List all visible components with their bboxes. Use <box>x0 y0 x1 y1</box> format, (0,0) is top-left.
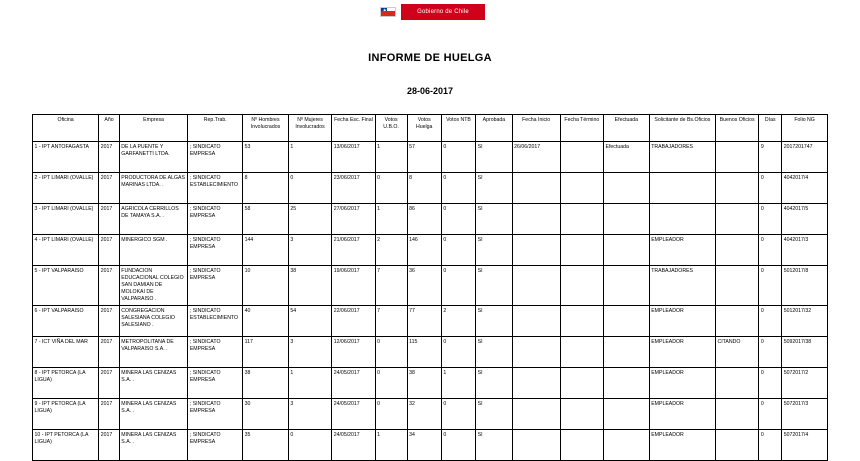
cell-fecha-inicio <box>512 173 560 204</box>
cell-efectuada <box>604 235 650 266</box>
cell-dias: 0 <box>759 306 782 337</box>
cell-votos-ntb: 2 <box>441 306 475 337</box>
table-row <box>33 337 828 368</box>
col-header-anio: Año <box>99 115 120 142</box>
cell-folio-ng: 5012017/32 <box>782 306 828 337</box>
cell-fecha-termino <box>560 430 603 461</box>
cell-solicitante: EMPLEADOR <box>649 235 715 266</box>
cell-n-hombres: 144 <box>243 235 289 266</box>
cell-n-mujeres: 1 <box>288 368 331 399</box>
cell-efectuada <box>604 430 650 461</box>
cell-buenos-oficios <box>715 142 758 173</box>
cell-folio-ng: 5092017/38 <box>782 337 828 368</box>
chile-flag-icon <box>380 7 396 17</box>
cell-folio-ng: 5012017/8 <box>782 266 828 306</box>
table-row <box>33 173 828 204</box>
cell-oficina: 6 - IPT VALPARAISO <box>33 306 99 337</box>
cell-fecha-esc-final: 23/06/2017 <box>332 173 375 204</box>
cell-anio: 2017 <box>99 173 120 204</box>
cell-oficina: 5 - IPT VALPARAISO <box>33 266 99 306</box>
table-row <box>33 430 828 461</box>
cell-buenos-oficios <box>715 235 758 266</box>
table-row <box>33 266 828 306</box>
cell-aprobada: SI <box>476 235 513 266</box>
cell-fecha-esc-final: 27/06/2017 <box>332 204 375 235</box>
cell-oficina: 7 - ICT VIÑA DEL MAR <box>33 337 99 368</box>
cell-efectuada: Efectuada <box>604 142 650 173</box>
cell-fecha-esc-final: 13/06/2017 <box>332 142 375 173</box>
cell-aprobada: SI <box>476 399 513 430</box>
cell-fecha-termino <box>560 173 603 204</box>
col-header-votos-ubo: Votos U.B.O. <box>375 115 407 142</box>
report-table-wrapper <box>32 114 828 461</box>
cell-solicitante: TRABAJADORES <box>649 266 715 306</box>
cell-oficina: 10 - IPT PETORCA (LA LIGUA) <box>33 430 99 461</box>
cell-oficina: 4 - IPT LIMARI (OVALLE) <box>33 235 99 266</box>
col-header-fecha-termino: Fecha Término <box>560 115 603 142</box>
cell-fecha-termino <box>560 235 603 266</box>
col-header-n-hombres: Nº Hombres Involucrados <box>243 115 289 142</box>
cell-n-hombres: 58 <box>243 204 289 235</box>
cell-efectuada <box>604 266 650 306</box>
cell-solicitante <box>649 204 715 235</box>
col-header-votos-huelga: Votos Huelga <box>407 115 441 142</box>
cell-oficina: 8 - IPT PETORCA (LA LIGUA) <box>33 368 99 399</box>
page-title: INFORME DE HUELGA <box>368 52 492 64</box>
cell-empresa: AGRICOLA CERRILLOS DE TAMAYA S.A. . <box>119 204 188 235</box>
col-header-empresa: Empresa <box>119 115 188 142</box>
cell-n-mujeres: 3 <box>288 235 331 266</box>
cell-fecha-termino <box>560 306 603 337</box>
cell-votos-ubo: 0 <box>375 399 407 430</box>
cell-votos-huelga: 38 <box>407 368 441 399</box>
cell-rep-trab: ; SINDICATO EMPRESA <box>188 337 243 368</box>
cell-empresa: MINERA LAS CENIZAS S.A. . <box>119 399 188 430</box>
cell-votos-huelga: 146 <box>407 235 441 266</box>
cell-oficina: 1 - IPT ANTOFAGASTA <box>33 142 99 173</box>
cell-dias: 0 <box>759 368 782 399</box>
report-date: 28-06-2017 <box>406 86 454 96</box>
table-row <box>33 399 828 430</box>
cell-efectuada <box>604 306 650 337</box>
cell-aprobada: SI <box>476 430 513 461</box>
cell-votos-ubo: 7 <box>375 266 407 306</box>
table-row <box>33 306 828 337</box>
cell-efectuada <box>604 204 650 235</box>
col-header-dias: Días <box>759 115 782 142</box>
cell-fecha-termino <box>560 337 603 368</box>
cell-dias: 0 <box>759 399 782 430</box>
cell-oficina: 9 - IPT PETORCA (LA LIGUA) <box>33 399 99 430</box>
cell-votos-ntb: 0 <box>441 142 475 173</box>
cell-votos-ubo: 1 <box>375 204 407 235</box>
table-row <box>33 235 828 266</box>
logo-text: Gobierno de Chile <box>401 4 485 20</box>
cell-solicitante: TRABAJADORES <box>649 142 715 173</box>
cell-rep-trab: ; SINDICATO EMPRESA <box>188 266 243 306</box>
cell-anio: 2017 <box>99 430 120 461</box>
table-header-row <box>33 115 828 142</box>
cell-votos-huelga: 77 <box>407 306 441 337</box>
table-row <box>33 142 828 173</box>
cell-votos-ntb: 0 <box>441 337 475 368</box>
cell-empresa: MINERGICO SGM . <box>119 235 188 266</box>
col-header-n-mujeres: Nº Mujeres Involucrados <box>288 115 331 142</box>
cell-votos-ubo: 0 <box>375 337 407 368</box>
cell-buenos-oficios <box>715 306 758 337</box>
cell-votos-huelga: 36 <box>407 266 441 306</box>
cell-fecha-termino <box>560 266 603 306</box>
cell-buenos-oficios <box>715 204 758 235</box>
gobierno-de-chile-logo <box>375 4 485 20</box>
cell-rep-trab: ; SINDICATO EMPRESA <box>188 142 243 173</box>
col-header-aprobada: Aprobada <box>476 115 513 142</box>
cell-fecha-termino <box>560 399 603 430</box>
cell-rep-trab: ; SINDICATO ESTABLECIMIENTO <box>188 173 243 204</box>
cell-buenos-oficios <box>715 430 758 461</box>
cell-anio: 2017 <box>99 368 120 399</box>
cell-rep-trab: ; SINDICATO ESTABLECIMIENTO <box>188 306 243 337</box>
cell-aprobada: SI <box>476 368 513 399</box>
cell-votos-ntb: 0 <box>441 235 475 266</box>
cell-buenos-oficios: CITANDO <box>715 337 758 368</box>
cell-aprobada: SI <box>476 173 513 204</box>
cell-n-hombres: 40 <box>243 306 289 337</box>
logo-bar <box>0 0 860 20</box>
logo-flag-area <box>375 4 401 20</box>
cell-solicitante: EMPLEADOR <box>649 430 715 461</box>
cell-anio: 2017 <box>99 306 120 337</box>
cell-votos-ntb: 0 <box>441 173 475 204</box>
cell-votos-huelga: 86 <box>407 204 441 235</box>
cell-n-hombres: 35 <box>243 430 289 461</box>
col-header-fecha-esc-final: Fecha Esc. Final <box>332 115 375 142</box>
cell-n-mujeres: 0 <box>288 430 331 461</box>
cell-fecha-esc-final: 22/06/2017 <box>332 306 375 337</box>
cell-anio: 2017 <box>99 337 120 368</box>
cell-oficina: 2 - IPT LIMARI (OVALLE) <box>33 173 99 204</box>
table-row <box>33 368 828 399</box>
cell-folio-ng: 5072017/3 <box>782 399 828 430</box>
huelga-table <box>32 114 828 461</box>
cell-n-hombres: 38 <box>243 368 289 399</box>
cell-votos-huelga: 115 <box>407 337 441 368</box>
cell-rep-trab: ; SINDICATO EMPRESA <box>188 235 243 266</box>
cell-efectuada <box>604 368 650 399</box>
cell-buenos-oficios <box>715 173 758 204</box>
cell-fecha-esc-final: 24/05/2017 <box>332 368 375 399</box>
cell-n-hombres: 117 <box>243 337 289 368</box>
cell-efectuada <box>604 399 650 430</box>
cell-empresa: MINERA LAS CENIZAS S.A. . <box>119 430 188 461</box>
cell-folio-ng: 5072017/2 <box>782 368 828 399</box>
cell-folio-ng: 4042017/3 <box>782 235 828 266</box>
cell-solicitante: EMPLEADOR <box>649 368 715 399</box>
cell-votos-ubo: 0 <box>375 368 407 399</box>
cell-fecha-termino <box>560 204 603 235</box>
cell-fecha-inicio <box>512 430 560 461</box>
cell-votos-ntb: 1 <box>441 368 475 399</box>
col-header-solicitante: Solicitante de Bs.Oficios <box>649 115 715 142</box>
cell-folio-ng: 5072017/4 <box>782 430 828 461</box>
cell-votos-ntb: 0 <box>441 204 475 235</box>
cell-n-mujeres: 1 <box>288 142 331 173</box>
cell-n-mujeres: 3 <box>288 337 331 368</box>
cell-empresa: FUNDACION EDUCACIONAL COLEGIO SAN DAMIAN DE MOLOKAI DE VALPARAISO . <box>119 266 188 306</box>
cell-votos-ubo: 1 <box>375 142 407 173</box>
cell-aprobada: SI <box>476 337 513 368</box>
cell-rep-trab: ; SINDICATO EMPRESA <box>188 204 243 235</box>
cell-votos-ubo: 2 <box>375 235 407 266</box>
table-body <box>33 142 828 461</box>
cell-efectuada <box>604 337 650 368</box>
cell-n-hombres: 53 <box>243 142 289 173</box>
cell-votos-huelga: 32 <box>407 399 441 430</box>
col-header-folio-ng: Folio NG <box>782 115 828 142</box>
cell-empresa: MINERA LAS CENIZAS S.A. . <box>119 368 188 399</box>
cell-anio: 2017 <box>99 399 120 430</box>
cell-empresa: METROPOLITANA DE VALPARAISO S.A. . <box>119 337 188 368</box>
cell-dias: 0 <box>759 204 782 235</box>
cell-fecha-esc-final: 24/05/2017 <box>332 430 375 461</box>
cell-rep-trab: ; SINDICATO EMPRESA <box>188 399 243 430</box>
cell-solicitante <box>649 173 715 204</box>
flag-red-stripe <box>381 11 395 16</box>
cell-votos-ntb: 0 <box>441 430 475 461</box>
cell-votos-huelga: 8 <box>407 173 441 204</box>
cell-buenos-oficios <box>715 399 758 430</box>
cell-buenos-oficios <box>715 368 758 399</box>
cell-fecha-inicio <box>512 266 560 306</box>
cell-fecha-inicio <box>512 235 560 266</box>
cell-fecha-termino <box>560 368 603 399</box>
cell-solicitante: EMPLEADOR <box>649 337 715 368</box>
cell-aprobada: SI <box>476 142 513 173</box>
cell-fecha-inicio <box>512 368 560 399</box>
cell-votos-huelga: 57 <box>407 142 441 173</box>
cell-n-hombres: 8 <box>243 173 289 204</box>
cell-fecha-esc-final: 24/05/2017 <box>332 399 375 430</box>
cell-anio: 2017 <box>99 204 120 235</box>
cell-empresa: PRODUCTORA DE ALGAS MARINAS LTDA. . <box>119 173 188 204</box>
cell-aprobada: SI <box>476 266 513 306</box>
cell-n-mujeres: 25 <box>288 204 331 235</box>
cell-dias: 0 <box>759 430 782 461</box>
cell-fecha-esc-final: 19/06/2017 <box>332 266 375 306</box>
cell-votos-ntb: 0 <box>441 266 475 306</box>
cell-rep-trab: ; SINDICATO EMPRESA <box>188 430 243 461</box>
cell-empresa: DE LA PUENTE Y GARFANETTI LTDA. <box>119 142 188 173</box>
cell-fecha-esc-final: 12/06/2017 <box>332 337 375 368</box>
cell-fecha-inicio <box>512 337 560 368</box>
col-header-buenos-oficios: Buenos Oficios <box>715 115 758 142</box>
cell-fecha-inicio <box>512 306 560 337</box>
cell-folio-ng: 4042017/4 <box>782 173 828 204</box>
cell-aprobada: SI <box>476 204 513 235</box>
cell-aprobada: SI <box>476 306 513 337</box>
cell-dias: 0 <box>759 266 782 306</box>
cell-anio: 2017 <box>99 235 120 266</box>
cell-fecha-esc-final: 21/06/2017 <box>332 235 375 266</box>
cell-votos-ntb: 0 <box>441 399 475 430</box>
cell-buenos-oficios <box>715 266 758 306</box>
col-header-efectuada: Efectuada <box>604 115 650 142</box>
cell-dias: 0 <box>759 173 782 204</box>
cell-solicitante: EMPLEADOR <box>649 306 715 337</box>
cell-fecha-inicio <box>512 399 560 430</box>
cell-n-mujeres: 3 <box>288 399 331 430</box>
cell-anio: 2017 <box>99 266 120 306</box>
cell-folio-ng: 4042017/5 <box>782 204 828 235</box>
cell-fecha-inicio: 26/06/2017 <box>512 142 560 173</box>
cell-dias: 0 <box>759 235 782 266</box>
cell-rep-trab: ; SINDICATO EMPRESA <box>188 368 243 399</box>
cell-folio-ng: 2017201747 <box>782 142 828 173</box>
cell-fecha-termino <box>560 142 603 173</box>
cell-fecha-inicio <box>512 204 560 235</box>
cell-solicitante: EMPLEADOR <box>649 399 715 430</box>
table-row <box>33 204 828 235</box>
col-header-rep-trab: Rep.Trab. <box>188 115 243 142</box>
cell-votos-huelga: 34 <box>407 430 441 461</box>
cell-n-hombres: 10 <box>243 266 289 306</box>
cell-efectuada <box>604 173 650 204</box>
cell-votos-ubo: 7 <box>375 306 407 337</box>
col-header-fecha-inicio: Fecha Inicio <box>512 115 560 142</box>
cell-dias: 9 <box>759 142 782 173</box>
cell-n-mujeres: 38 <box>288 266 331 306</box>
cell-anio: 2017 <box>99 142 120 173</box>
cell-dias: 0 <box>759 337 782 368</box>
cell-empresa: CONGREGACION SALESIANA COLEGIO SALESIANO . <box>119 306 188 337</box>
cell-n-hombres: 30 <box>243 399 289 430</box>
cell-n-mujeres: 54 <box>288 306 331 337</box>
cell-votos-ubo: 1 <box>375 430 407 461</box>
cell-oficina: 3 - IPT LIMARI (OVALLE) <box>33 204 99 235</box>
col-header-votos-ntb: Votos NTB <box>441 115 475 142</box>
cell-votos-ubo: 0 <box>375 173 407 204</box>
cell-n-mujeres: 0 <box>288 173 331 204</box>
col-header-oficina: Oficina <box>33 115 99 142</box>
